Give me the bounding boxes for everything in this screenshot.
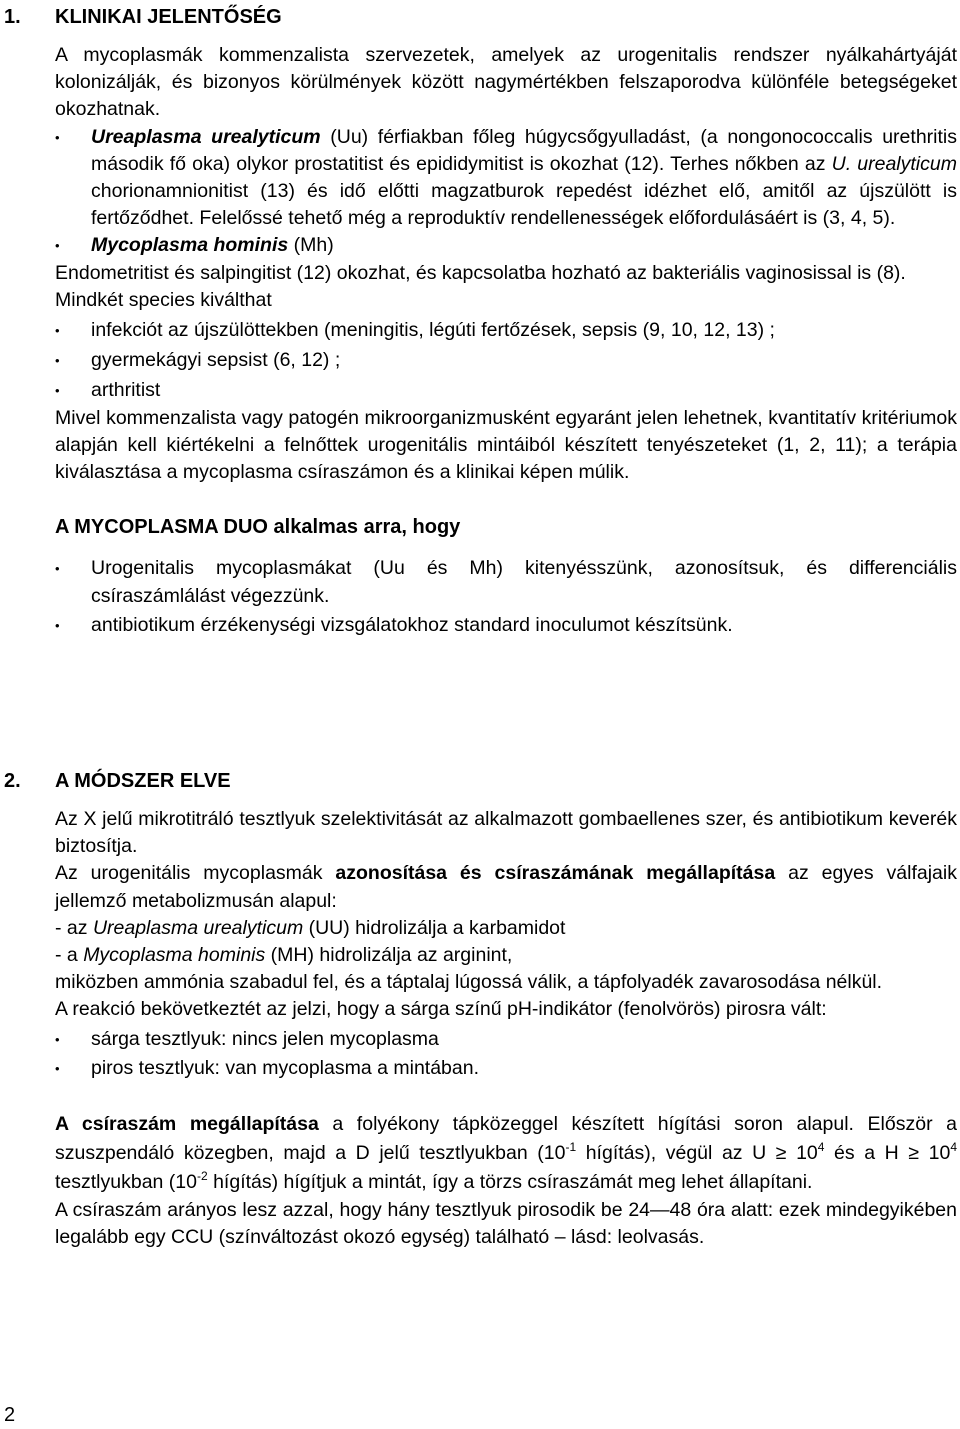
section-1-title: KLINIKAI JELENTŐSÉG [55, 6, 282, 28]
bullet-icon: • [55, 353, 60, 369]
mh-line: - a Mycoplasma hominis (MH) hidrolizálja az arginint, [55, 944, 513, 967]
list-item: • piros tesztlyuk: van mycoplasma a mintában. [55, 1055, 957, 1082]
species-name-uu: Ureaplasma urealyticum [91, 125, 321, 148]
bullet-icon: • [55, 561, 60, 577]
count-emphasis: A csíraszám megállapítása [55, 1113, 319, 1136]
mh-paragraph: Endometritist és salpingitist (12) okozhat, és kapcsolatba hozható az bakteriális vaginosissal is (8). [55, 261, 906, 284]
list-item: • antibiotikum érzékenységi vizsgálatokhoz standard inoculumot készítsünk. [55, 612, 957, 639]
bullet-icon: • [55, 238, 60, 254]
uu-line: - az Ureaplasma urealyticum (UU) hidrolizálja a karbamidot [55, 916, 566, 939]
species-abbr-uu: U. urealyticum [831, 152, 957, 175]
bullet-icon: • [55, 129, 60, 145]
bullet-icon: • [55, 1060, 60, 1076]
bullet-icon: • [55, 617, 60, 633]
intro-paragraph: A mycoplasmák kommenzalista szervezetek, amelyek az urogenitalis rendszer nyálkahártyáját kolonizálják, és bizonyos körülmények között nagymértékben felszaporodva különféle betegségeket okozhatnak. [55, 44, 957, 121]
list-item-uu: • Ureaplasma urealyticum (Uu) férfiakban főleg húgycsőgyulladást, (a nongonococcalis urethritis második fő oka) olykor prostatitist és epididymitist is okozhat (12). Terhes nőkben az U. urealyticum chorionamnionitist (13) és idő előtti magzatburok repedést idézhet elő, amitől az újszülött is fertőződhet. Felelőssé tehető még a reproduktív rendellenességek előfordulásáért is (3, 4, 5). [55, 125, 957, 230]
identification-paragraph: Az urogenitális mycoplasmák azonosítása és csíraszámának megállapítása az egyes válfajaik jellemző metabolizmusán alapul: [55, 862, 957, 912]
greater-equal-symbol: ≥ [775, 1142, 787, 1165]
indicator-list [55, 1026, 957, 1082]
bullet-icon: • [55, 323, 60, 339]
greater-equal-symbol: ≥ [908, 1142, 920, 1165]
species-list [55, 124, 957, 260]
both-species-list [55, 317, 957, 405]
commensal-paragraph: Mivel kommenzalista vagy patogén mikroorganizmusként egyaránt jelen lehetnek, kvantitatív kritériumok alapján kell kiértékelni a felnőttek urogenitális mintáiból készített tenyészeteket (1, 2, 11); a terápia kiválasztása a mycoplasma csíraszámon és a klinikai képen múlik. [55, 406, 957, 484]
list-item-mh: • Mycoplasma hominis (Mh) [55, 232, 957, 259]
both-intro: Mindkét species kiválthat [55, 288, 272, 311]
list-item: • arthritist [55, 377, 957, 404]
section-2-number: 2. [4, 770, 21, 792]
duo-heading: A MYCOPLASMA DUO alkalmas arra, hogy [55, 516, 461, 539]
list-item: • gyermekágyi sepsist (6, 12) ; [55, 347, 957, 374]
page-number: 2 [4, 1404, 16, 1426]
duo-list [55, 555, 957, 639]
section-2-body [55, 806, 957, 1251]
bullet-icon: • [55, 1031, 60, 1047]
bullet-icon: • [55, 383, 60, 399]
section-1-number: 1. [4, 6, 21, 28]
section-2-title: A MÓDSZER ELVE [55, 770, 231, 792]
list-item: • infekciót az újszülöttekben (meningitis, légúti fertőzések, sepsis (9, 10, 12, 13) ; [55, 317, 957, 344]
count-paragraph: A csíraszám megállapítása a folyékony tápközeggel készített hígítási soron alapul. Először a szuszpendáló közegben, majd a D jelű tesztlyukban ($10^{-1}$ hígítás), végül az $U \ge 10^4$ és a $H \ge 10^4$ tesztlyukban ($10^{-2}$ hígítás) hígítjuk a mintát, így a törzs csíraszámát meg lehet állapítani. [55, 1113, 957, 1194]
proportion-paragraph: A csíraszám arányos lesz azzal, hogy hány tesztlyuk pirosodik be 24—48 óra alatt: ezek mindegyikében legalább egy CCU (színváltozást okozó egység) található – lásd: leolvasás. [55, 1199, 957, 1249]
list-item: • sárga tesztlyuk: nincs jelen mycoplasma [55, 1026, 957, 1053]
ammonia-paragraph: miközben ammónia szabadul fel, és a táptalaj lúgossá válik, a tápfolyadék zavarosodása nélkül. [55, 971, 883, 994]
species-name-mh: Mycoplasma hominis [91, 234, 289, 257]
identification-emphasis: azonosítása és csíraszámának megállapítása [335, 862, 776, 885]
indicator-paragraph: A reakció bekövetkeztét az jelzi, hogy a sárga színű pH-indikátor (fenolvörös) pirosra vált: [55, 998, 827, 1021]
list-item: • Urogenitalis mycoplasmákat (Uu és Mh) kitenyésszünk, azonosítsuk, és differenciális csíraszámlálást végezzünk. [55, 557, 957, 607]
section-1-body [55, 42, 957, 639]
selectivity-paragraph: Az X jelű mikrotitráló tesztlyuk szelektivitását az alkalmazott gombaellenes szer, és antibiotikum keverék biztosítja. [55, 808, 957, 858]
